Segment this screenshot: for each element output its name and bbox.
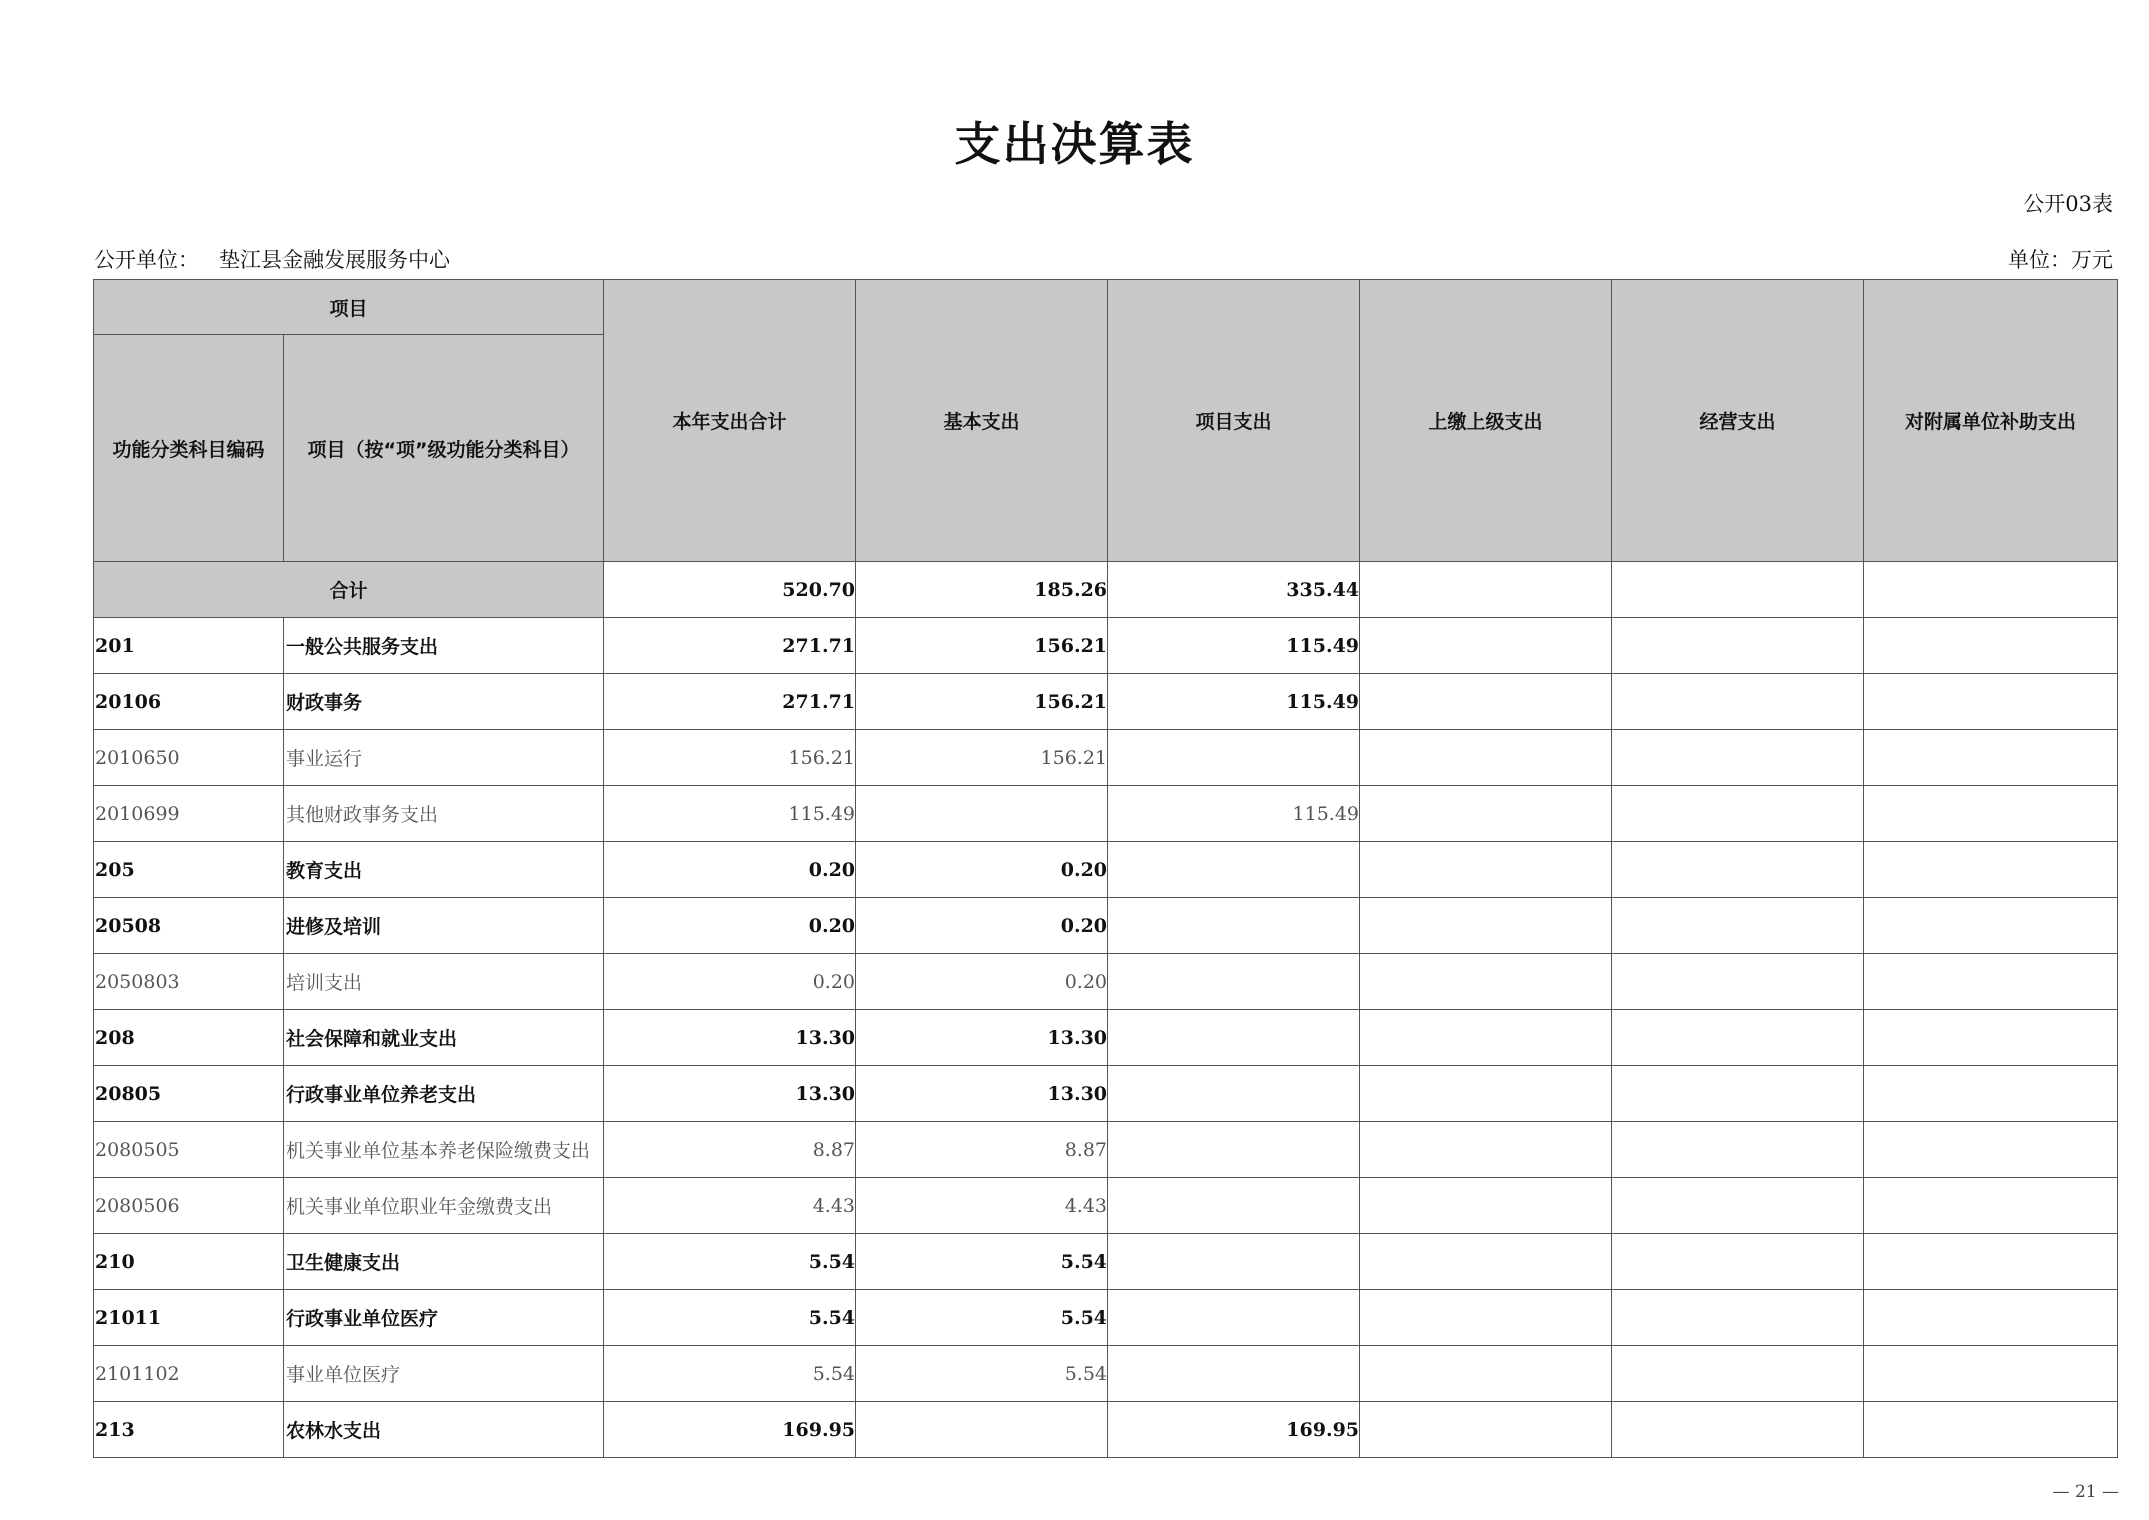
cell-project <box>1108 1346 1360 1402</box>
cell-subsidy <box>1864 618 2118 674</box>
cell-business <box>1612 1178 1864 1234</box>
cell-basic: 0.20 <box>856 954 1108 1010</box>
cell-name: 财政事务 <box>284 674 604 730</box>
header-upper: 上缴上级支出 <box>1360 280 1612 562</box>
cell-basic: 5.54 <box>856 1234 1108 1290</box>
cell-business <box>1612 1066 1864 1122</box>
cell-subsidy <box>1864 1290 2118 1346</box>
cell-subsidy <box>1864 1010 2118 1066</box>
cell-subsidy <box>1864 1234 2118 1290</box>
table-row <box>94 842 2118 898</box>
total-cell-total: 520.70 <box>604 562 856 618</box>
cell-code: 210 <box>94 1234 284 1290</box>
cell-business <box>1612 1234 1864 1290</box>
table-row <box>94 898 2118 954</box>
currency-unit: 单位：万元 <box>2008 248 2113 272</box>
cell-upper <box>1360 1234 1612 1290</box>
table-row <box>94 1178 2118 1234</box>
header-basic: 基本支出 <box>856 280 1108 562</box>
cell-project <box>1108 1290 1360 1346</box>
cell-total: 0.20 <box>604 954 856 1010</box>
cell-code: 21011 <box>94 1290 284 1346</box>
cell-subsidy <box>1864 786 2118 842</box>
cell-basic: 5.54 <box>856 1290 1108 1346</box>
cell-project <box>1108 730 1360 786</box>
cell-code: 2050803 <box>94 954 284 1010</box>
cell-project <box>1108 1178 1360 1234</box>
cell-business <box>1612 1346 1864 1402</box>
table-row <box>94 674 2118 730</box>
cell-total: 8.87 <box>604 1122 856 1178</box>
cell-subsidy <box>1864 954 2118 1010</box>
cell-basic: 8.87 <box>856 1122 1108 1178</box>
total-row <box>94 562 2118 618</box>
cell-upper <box>1360 786 1612 842</box>
cell-basic: 156.21 <box>856 730 1108 786</box>
table-row <box>94 1402 2118 1458</box>
header-name: 项目（按“项”级功能分类科目） <box>284 335 604 562</box>
cell-upper <box>1360 1010 1612 1066</box>
form-number: 公开03表 <box>2023 192 2113 216</box>
cell-upper <box>1360 1178 1612 1234</box>
cell-basic <box>856 1402 1108 1458</box>
cell-basic: 0.20 <box>856 898 1108 954</box>
cell-code: 201 <box>94 618 284 674</box>
cell-upper <box>1360 898 1612 954</box>
table-row <box>94 954 2118 1010</box>
table-row <box>94 730 2118 786</box>
cell-upper <box>1360 618 1612 674</box>
header-project: 项目支出 <box>1108 280 1360 562</box>
cell-subsidy <box>1864 1122 2118 1178</box>
page-title: 支出决算表 <box>954 117 1195 171</box>
cell-code: 20106 <box>94 674 284 730</box>
cell-total: 4.43 <box>604 1178 856 1234</box>
cell-project <box>1108 1234 1360 1290</box>
cell-code: 2101102 <box>94 1346 284 1402</box>
cell-business <box>1612 618 1864 674</box>
cell-subsidy <box>1864 898 2118 954</box>
total-cell-subsidy <box>1864 562 2118 618</box>
cell-subsidy <box>1864 674 2118 730</box>
cell-code: 205 <box>94 842 284 898</box>
cell-name: 进修及培训 <box>284 898 604 954</box>
cell-code: 2080505 <box>94 1122 284 1178</box>
cell-business <box>1612 786 1864 842</box>
table-row <box>94 1066 2118 1122</box>
cell-name: 事业单位医疗 <box>284 1346 604 1402</box>
cell-code: 2080506 <box>94 1178 284 1234</box>
cell-business <box>1612 730 1864 786</box>
cell-code: 2010650 <box>94 730 284 786</box>
cell-business <box>1612 954 1864 1010</box>
cell-total: 271.71 <box>604 618 856 674</box>
cell-name: 农林水支出 <box>284 1402 604 1458</box>
cell-total: 156.21 <box>604 730 856 786</box>
cell-name: 机关事业单位基本养老保险缴费支出 <box>284 1122 604 1178</box>
header-business: 经营支出 <box>1612 280 1864 562</box>
cell-basic: 4.43 <box>856 1178 1108 1234</box>
cell-subsidy <box>1864 1178 2118 1234</box>
page-number: — 21 — <box>2052 1482 2119 1502</box>
cell-total: 5.54 <box>604 1346 856 1402</box>
cell-total: 115.49 <box>604 786 856 842</box>
cell-project <box>1108 842 1360 898</box>
cell-name: 机关事业单位职业年金缴费支出 <box>284 1178 604 1234</box>
table-row <box>94 1290 2118 1346</box>
cell-business <box>1612 1122 1864 1178</box>
cell-business <box>1612 674 1864 730</box>
cell-basic: 13.30 <box>856 1010 1108 1066</box>
cell-upper <box>1360 1346 1612 1402</box>
cell-basic: 13.30 <box>856 1066 1108 1122</box>
cell-project: 169.95 <box>1108 1402 1360 1458</box>
expenditure-table <box>93 279 2118 1458</box>
cell-project <box>1108 1010 1360 1066</box>
table-row <box>94 1010 2118 1066</box>
reporting-unit <box>94 244 450 274</box>
cell-business <box>1612 1402 1864 1458</box>
cell-upper <box>1360 1066 1612 1122</box>
total-cell-project: 335.44 <box>1108 562 1360 618</box>
cell-subsidy <box>1864 1066 2118 1122</box>
cell-code: 208 <box>94 1010 284 1066</box>
cell-subsidy <box>1864 842 2118 898</box>
cell-basic: 0.20 <box>856 842 1108 898</box>
header-subsidy: 对附属单位补助支出 <box>1864 280 2118 562</box>
cell-upper <box>1360 730 1612 786</box>
cell-business <box>1612 1010 1864 1066</box>
cell-name: 卫生健康支出 <box>284 1234 604 1290</box>
table-row <box>94 1346 2118 1402</box>
cell-name: 社会保障和就业支出 <box>284 1010 604 1066</box>
cell-total: 13.30 <box>604 1010 856 1066</box>
table-row <box>94 786 2118 842</box>
total-cell-business <box>1612 562 1864 618</box>
cell-upper <box>1360 1402 1612 1458</box>
header-total: 本年支出合计 <box>604 280 856 562</box>
cell-upper <box>1360 954 1612 1010</box>
cell-project: 115.49 <box>1108 674 1360 730</box>
cell-code: 213 <box>94 1402 284 1458</box>
cell-project <box>1108 1066 1360 1122</box>
reporting-unit-name: 垫江县金融发展服务中心 <box>219 248 450 272</box>
cell-upper <box>1360 842 1612 898</box>
cell-total: 169.95 <box>604 1402 856 1458</box>
cell-name: 教育支出 <box>284 842 604 898</box>
cell-total: 13.30 <box>604 1066 856 1122</box>
table-row <box>94 618 2118 674</box>
cell-name: 行政事业单位养老支出 <box>284 1066 604 1122</box>
cell-total: 271.71 <box>604 674 856 730</box>
total-label: 合计 <box>94 562 604 618</box>
table-row <box>94 1234 2118 1290</box>
cell-subsidy <box>1864 1346 2118 1402</box>
cell-total: 5.54 <box>604 1234 856 1290</box>
cell-name: 培训支出 <box>284 954 604 1010</box>
cell-basic: 156.21 <box>856 674 1108 730</box>
cell-name: 其他财政事务支出 <box>284 786 604 842</box>
cell-name: 事业运行 <box>284 730 604 786</box>
cell-code: 20805 <box>94 1066 284 1122</box>
cell-subsidy <box>1864 1402 2118 1458</box>
cell-basic <box>856 786 1108 842</box>
cell-subsidy <box>1864 730 2118 786</box>
cell-name: 行政事业单位医疗 <box>284 1290 604 1346</box>
cell-code: 2010699 <box>94 786 284 842</box>
cell-business <box>1612 898 1864 954</box>
cell-business <box>1612 1290 1864 1346</box>
total-cell-upper <box>1360 562 1612 618</box>
cell-upper <box>1360 674 1612 730</box>
header-item-group: 项目 <box>94 280 604 335</box>
cell-project <box>1108 954 1360 1010</box>
cell-basic: 5.54 <box>856 1346 1108 1402</box>
cell-project <box>1108 898 1360 954</box>
cell-upper <box>1360 1290 1612 1346</box>
cell-upper <box>1360 1122 1612 1178</box>
cell-code: 20508 <box>94 898 284 954</box>
cell-project: 115.49 <box>1108 786 1360 842</box>
cell-total: 5.54 <box>604 1290 856 1346</box>
cell-name: 一般公共服务支出 <box>284 618 604 674</box>
cell-project: 115.49 <box>1108 618 1360 674</box>
header-code: 功能分类科目编码 <box>94 335 284 562</box>
reporting-unit-label: 公开单位： <box>94 248 199 272</box>
cell-business <box>1612 842 1864 898</box>
cell-total: 0.20 <box>604 842 856 898</box>
cell-basic: 156.21 <box>856 618 1108 674</box>
cell-total: 0.20 <box>604 898 856 954</box>
total-cell-basic: 185.26 <box>856 562 1108 618</box>
cell-project <box>1108 1122 1360 1178</box>
table-row <box>94 1122 2118 1178</box>
